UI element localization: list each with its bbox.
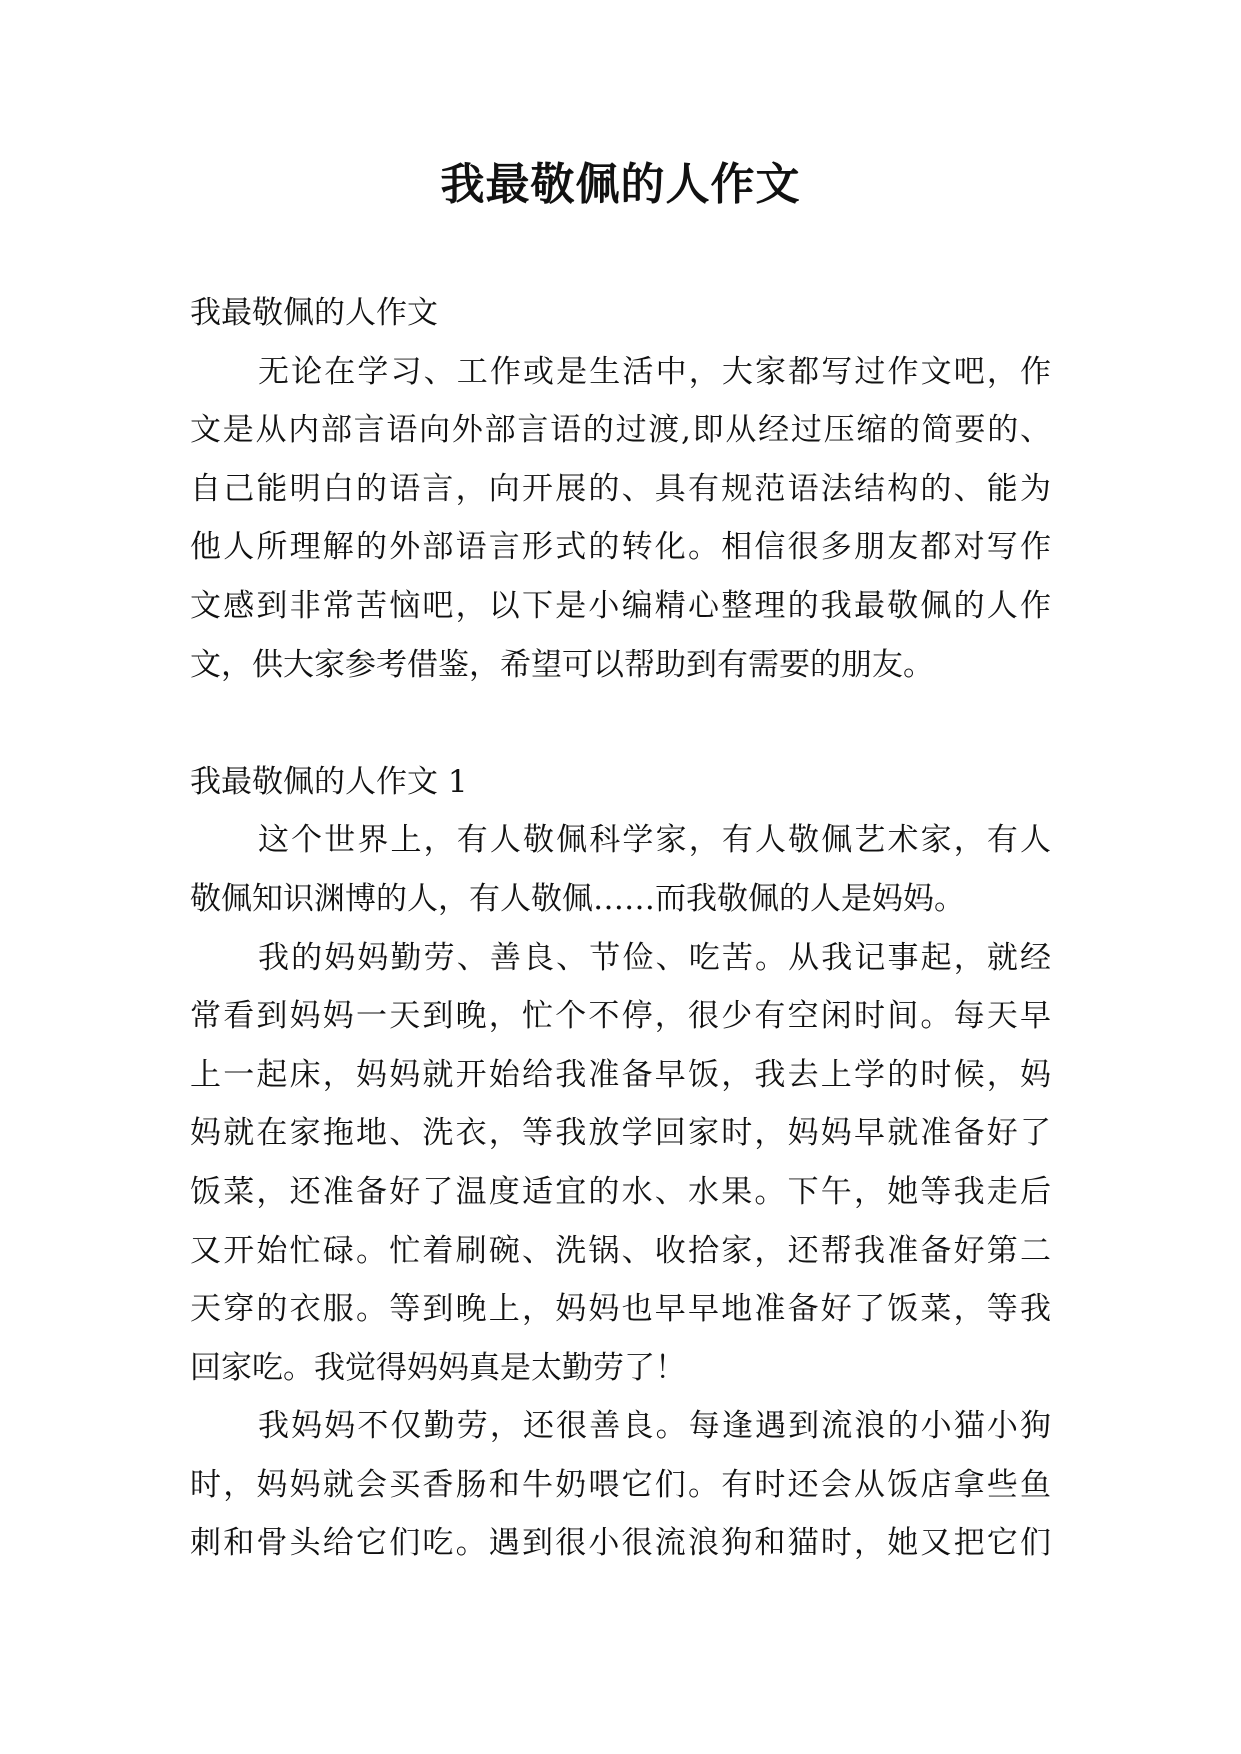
text-line: 敬佩知识渊博的人，有人敬佩……而我敬佩的人是妈妈。: [190, 880, 965, 917]
text-line: 刺和骨头给它们吃。遇到很小很流浪狗和猫时，她又把它们: [190, 1525, 1051, 1562]
paragraph-gap: [190, 694, 1051, 753]
text-line: 文是从内部言语向外部言语的过渡,即从经过压缩的简要的、: [190, 412, 1051, 449]
text-line: 他人所理解的外部语言形式的转化。相信很多朋友都对写作: [190, 529, 1051, 566]
document-title: 我最敬佩的人作文: [440, 159, 801, 210]
section-heading: 我最敬佩的人作文 1: [190, 763, 468, 800]
section-heading: 我最敬佩的人作文: [190, 295, 438, 331]
text-line: 自己能明白的语言，向开展的、具有规范语法结构的、能为: [190, 470, 1051, 507]
paragraph: [190, 811, 1051, 928]
text-line: 无论在学习、工作或是生活中，大家都写过作文吧，作: [258, 353, 1051, 390]
text-line: 文，供大家参考借鉴，希望可以帮助到有需要的朋友。: [190, 646, 934, 683]
text-line: 饭菜，还准备好了温度适宜的水、水果。下午，她等我走后: [190, 1173, 1051, 1210]
text-line: 回家吃。我觉得妈妈真是太勤劳了！: [190, 1349, 686, 1386]
text-line: 这个世界上，有人敬佩科学家，有人敬佩艺术家，有人: [258, 822, 1051, 859]
text-line: 我的妈妈勤劳、善良、节俭、吃苦。从我记事起，就经: [258, 939, 1051, 976]
paragraph: [190, 929, 1051, 1398]
paragraph: [190, 343, 1051, 695]
text-line: 又开始忙碌。忙着刷碗、洗锅、收拾家，还帮我准备好第二: [190, 1232, 1051, 1269]
document-body: [190, 284, 1051, 1573]
text-line: 天穿的衣服。等到晚上，妈妈也早早地准备好了饭菜，等我: [190, 1291, 1051, 1328]
text-line: 我妈妈不仅勤劳，还很善良。每逢遇到流浪的小猫小狗: [258, 1408, 1051, 1445]
text-line: 时，妈妈就会买香肠和牛奶喂它们。有时还会从饭店拿些鱼: [190, 1466, 1051, 1503]
text-line: 妈就在家拖地、洗衣，等我放学回家时，妈妈早就准备好了: [190, 1115, 1051, 1152]
text-line: 常看到妈妈一天到晚，忙个不停，很少有空闲时间。每天早: [190, 998, 1051, 1035]
text-line: 文感到非常苦恼吧，以下是小编精心整理的我最敬佩的人作: [190, 587, 1051, 624]
paragraph: [190, 1397, 1051, 1573]
text-line: 上一起床，妈妈就开始给我准备早饭，我去上学的时候，妈: [190, 1056, 1051, 1093]
